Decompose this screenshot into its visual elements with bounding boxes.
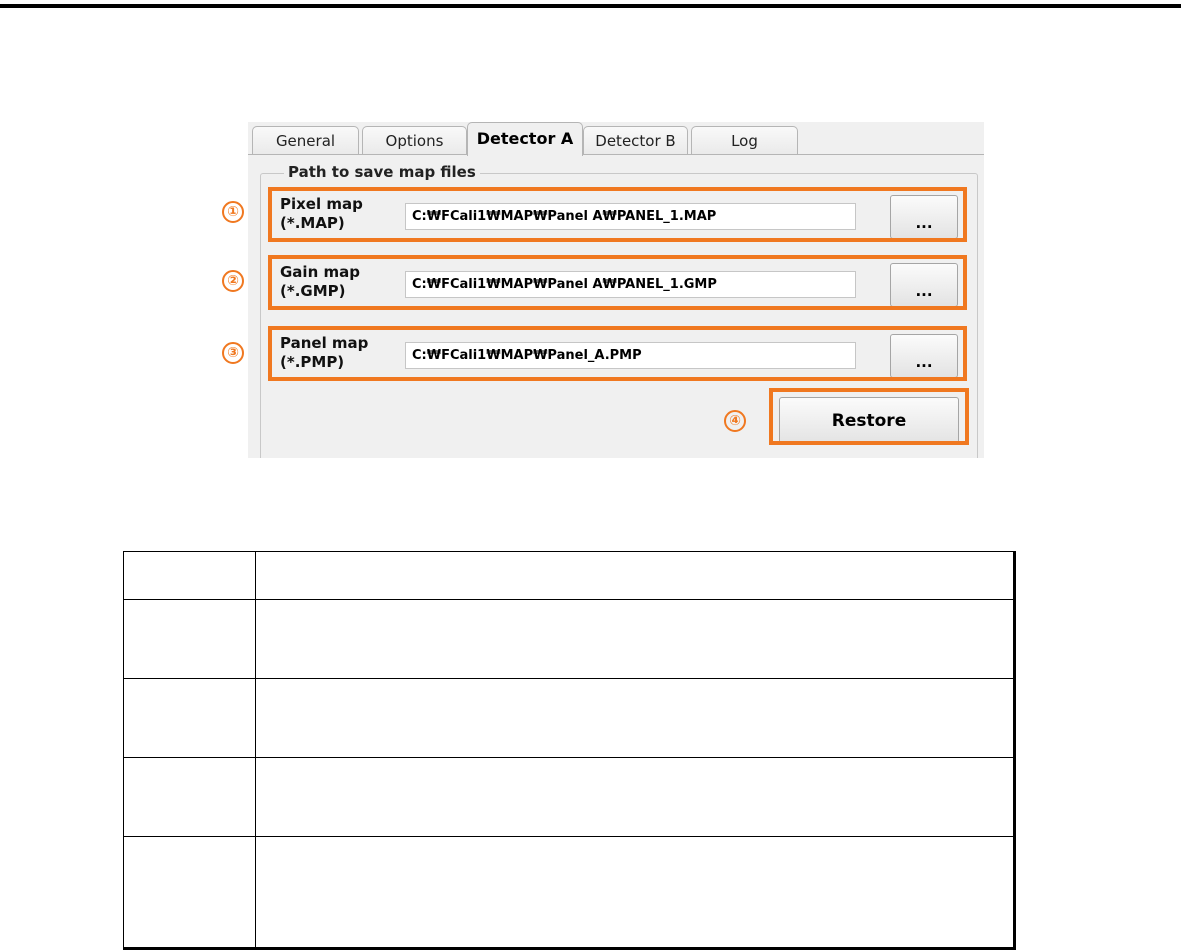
gain-map-label-line2: (*.GMP) — [280, 282, 346, 300]
panel-map-browse-button[interactable]: ... — [890, 334, 958, 378]
table-cell-no — [124, 837, 256, 949]
tab-detector-a[interactable]: Detector A — [467, 122, 583, 156]
marker-2-icon: ② — [222, 270, 244, 292]
marker-4-icon: ④ — [724, 410, 746, 432]
pixel-map-label-line2: (*.MAP) — [280, 214, 345, 232]
pixel-map-browse-button[interactable]: ... — [890, 195, 958, 239]
table-cell-no — [124, 758, 256, 837]
settings-screenshot — [248, 122, 984, 458]
table-cell-desc — [256, 758, 1015, 837]
table-row — [124, 552, 1015, 600]
tab-general[interactable]: General — [252, 126, 359, 154]
gain-map-browse-button[interactable]: ... — [890, 263, 958, 307]
highlight-gain-map — [268, 255, 967, 310]
highlight-panel-map — [268, 326, 967, 381]
tab-options[interactable]: Options — [362, 126, 467, 154]
marker-3-icon: ③ — [222, 342, 244, 364]
table-row — [124, 600, 1015, 679]
panel-map-label-line1: Panel map — [280, 334, 369, 352]
top-rule — [0, 4, 1181, 8]
table-row — [124, 758, 1015, 837]
tab-detector-b[interactable]: Detector B — [583, 126, 688, 154]
panel-map-label-line2: (*.PMP) — [280, 353, 345, 371]
restore-button[interactable]: Restore — [779, 397, 959, 445]
gain-map-label-line1: Gain map — [280, 263, 360, 281]
highlight-restore — [769, 388, 969, 445]
tab-log[interactable]: Log — [691, 126, 798, 154]
pixel-map-label-line1: Pixel map — [280, 195, 363, 213]
table-cell-no — [124, 679, 256, 758]
highlight-pixel-map — [268, 187, 967, 242]
table-row — [124, 679, 1015, 758]
table-cell-desc — [256, 552, 1015, 600]
table-cell-desc — [256, 600, 1015, 679]
description-table — [123, 551, 1016, 950]
tab-strip — [248, 122, 984, 155]
table-cell-no — [124, 552, 256, 600]
table-row — [124, 837, 1015, 949]
table-cell-desc — [256, 837, 1015, 949]
table-cell-desc — [256, 679, 1015, 758]
marker-1-icon: ① — [222, 201, 244, 223]
table-cell-no — [124, 600, 256, 679]
group-title: Path to save map files — [284, 163, 480, 181]
tab-baseline — [248, 154, 984, 155]
